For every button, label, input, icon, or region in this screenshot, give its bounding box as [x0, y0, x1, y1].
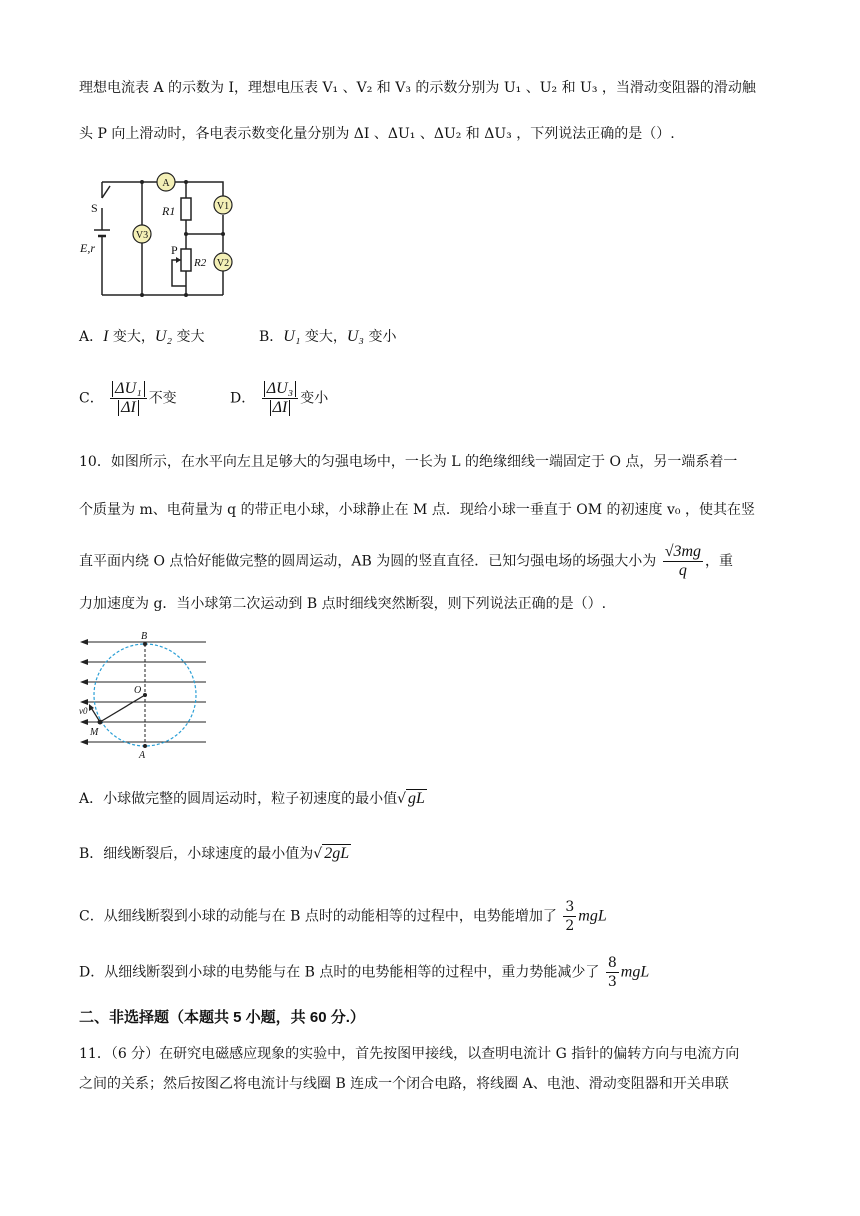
point-o-label: O — [134, 685, 142, 696]
q9-option-a: A．I 变大，U₂ 变大 — [79, 328, 205, 345]
ammeter-label: A — [162, 178, 170, 189]
q9-option-d: D． $\frac{\text{ΔU₃}}{\Delta I}$ 变小 — [230, 380, 329, 416]
v1-label: V1 — [216, 201, 230, 212]
q11-line-1: 11．（6 分）在研究电磁感应现象的实验中，首先按图甲接线，以查明电流计 G 指针的偏转方向与电流方向 — [79, 1046, 740, 1062]
emf-label: E,r — [80, 241, 95, 255]
q9-option-c: C． $\frac{\text{ΔU₁}}{\Delta I}$ 不变 — [79, 380, 177, 416]
slider-p-label: P — [171, 243, 178, 257]
field-circle-diagram — [78, 632, 212, 760]
point-a-label: A — [139, 750, 146, 760]
q10-line-2: 个质量为 m、电荷量为 q 的带正电小球，小球静止在 M 点．现给小球一垂直于 OM 的初速度 v₀ ，使其在竖 — [79, 502, 755, 518]
v0-label: v0 — [79, 706, 88, 716]
v2-label: V2 — [216, 258, 230, 269]
section-title: 二、非选择题（本题共 5 小题，共 60 分.） — [79, 1009, 365, 1026]
switch-label: S — [91, 201, 98, 215]
q9-option-b: B．U₁ 变大，U₃ 变小 — [259, 328, 397, 345]
q10-option-d: D．从细线断裂到小球的电势能与在 B 点时的电势能相等的过程中，重力势能减少了 $\frac{8}{3}$ mgL — [79, 955, 650, 990]
q10-option-c: C．从细线断裂到小球的动能与在 B 点时的动能相等的过程中，电势能增加了 $\frac{3}{2}$ mgL — [79, 899, 607, 934]
q10-option-a: A．小球做完整的圆周运动时，粒子初速度的最小值√ gL — [79, 790, 425, 807]
r2-label: R2 — [194, 257, 207, 269]
v3-label: V3 — [135, 230, 149, 241]
q10-option-b: B．细线断裂后，小球速度的最小值为√ 2gL — [79, 845, 350, 862]
q9-line-1: 理想电流表 A 的示数为 I，理想电压表 V₁ 、V₂ 和 V₃ 的示数分别为 U₁ 、U₂ 和 U₃ ，当滑动变阻器的滑动触 — [79, 80, 756, 96]
q10-line-1: 10．如图所示，在水平向左且足够大的匀强电场中，一长为 L 的绝缘细线一端固定于 O 点，另一端系着一 — [79, 454, 738, 470]
q10-line-4: 力加速度为 g．当小球第二次运动到 B 点时细线突然断裂，则下列说法正确的是（）. — [79, 596, 607, 612]
q10-line-3: 直平面内绕 O 点恰好能做完整的圆周运动，AB 为圆的竖直直径．已知匀强电场的场强大小为 $\frac{√3mg}{q}$ ，重 — [79, 543, 734, 579]
point-m-label: M — [90, 727, 99, 738]
circuit-diagram — [78, 168, 248, 300]
q9-line-2: 头 P 向上滑动时，各电表示数变化量分别为 ΔI 、ΔU₁ 、ΔU₂ 和 ΔU₃ ，下列说法正确的是（）. — [79, 126, 675, 142]
point-b-label: B — [141, 632, 148, 642]
q11-line-2: 之间的关系；然后按图乙将电流计与线圈 B 连成一个闭合电路，将线圈 A、电池、滑动变阻器和开关串联 — [79, 1076, 729, 1092]
r1-label: R1 — [162, 204, 176, 218]
